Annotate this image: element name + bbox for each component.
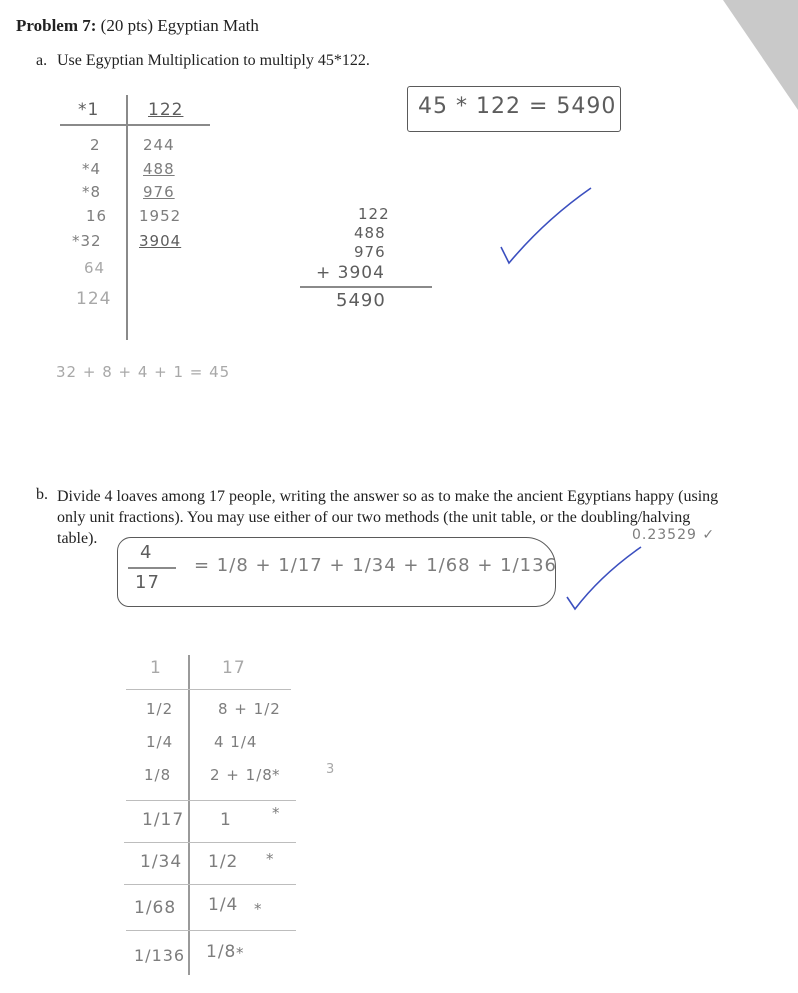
table-b-row-right: 4 1/4	[214, 733, 258, 751]
table-a-header-right: 122	[148, 100, 184, 120]
table-b-rule	[126, 689, 291, 690]
part-b-decimal-check: 0.23529 ✓	[632, 527, 716, 543]
table-b-rule	[126, 800, 296, 801]
table-b-row-right: 1	[220, 810, 232, 830]
table-b-row-mark: *	[272, 804, 281, 822]
sum-rule	[300, 286, 432, 288]
table-a-row-left: 16	[86, 207, 108, 225]
sum-line: 122	[358, 205, 390, 223]
table-b-row-right: 2 + 1/8	[210, 766, 273, 784]
part-b-prompt-line: table).	[57, 530, 98, 547]
part-b-prompt-line: only unit fractions). You may use either of our two methods (the unit table, or the doubling/halving	[57, 509, 691, 526]
table-b-row-left: 1/17	[142, 810, 185, 830]
table-a-row-left: 124	[76, 289, 112, 309]
table-a-row-right: 488	[143, 160, 175, 178]
table-b-row-left: 1/2	[146, 700, 174, 718]
table-b-row-right: 1/8	[206, 942, 237, 962]
table-b-divider-vertical	[188, 655, 190, 975]
part-a-decomposition: 32 + 8 + 4 + 1 = 45	[56, 363, 231, 381]
table-a-row-right: 1952	[139, 207, 182, 225]
page-corner-fold	[723, 0, 798, 110]
part-b-label: b.	[36, 486, 48, 503]
table-b-row-right: 1/4	[208, 895, 239, 915]
table-a-row-left: 2	[90, 136, 101, 154]
table-a-row-right: 976	[143, 183, 175, 201]
part-a-check-icon	[495, 185, 595, 270]
table-b-row-mark: *	[254, 900, 263, 918]
table-a-row-left: *8	[82, 183, 102, 201]
table-b-row-right: 1/2	[208, 852, 239, 872]
table-b-row-left: 1/34	[140, 852, 183, 872]
sum-line: 488	[354, 224, 386, 242]
answer-fraction-sum: = 1/8 + 1/17 + 1/34 + 1/68 + 1/136	[194, 555, 558, 576]
table-b-row-mark: *	[272, 766, 281, 784]
problem-header	[16, 16, 259, 36]
table-a-divider-vertical	[126, 95, 128, 340]
table-b-row-mark: *	[236, 944, 245, 962]
answer-fraction-bar	[128, 567, 176, 569]
sum-line: 976	[354, 243, 386, 261]
table-b-row-left: 1/8	[144, 766, 172, 784]
part-b-check-icon	[563, 545, 643, 615]
table-b-row-left: 1/68	[134, 898, 177, 918]
table-a-row-left: *4	[82, 160, 102, 178]
table-a-row-left: 64	[84, 259, 106, 277]
answer-denominator: 17	[135, 572, 160, 593]
table-b-row-left: 1/4	[146, 733, 174, 751]
table-b-rule	[126, 930, 296, 931]
problem-label: Problem 7:	[16, 16, 97, 35]
table-a-row-right: 3904	[139, 232, 182, 250]
part-b-prompt-line: Divide 4 loaves among 17 people, writing the answer so as to make the ancient Egyptians happy (using	[57, 488, 719, 505]
table-b-rule	[124, 842, 296, 843]
part-a-label: a.	[36, 52, 48, 69]
sum-total: 5490	[336, 290, 386, 311]
table-b-rule	[124, 884, 296, 885]
table-a-row-right: 244	[143, 136, 175, 154]
table-b-row-right: 8 + 1/2	[218, 700, 281, 718]
table-b-header-left: 1	[150, 658, 162, 678]
table-a-divider-horizontal	[60, 124, 210, 126]
part-a-prompt: Use Egyptian Multiplication to multiply 45*122.	[57, 52, 370, 69]
table-b-row-mark: *	[266, 850, 275, 868]
table-b-row-left: 1/136	[134, 946, 186, 965]
sum-line: + 3904	[316, 263, 385, 283]
table-a-row-left: *32	[72, 232, 102, 250]
problem-title: (20 pts) Egyptian Math	[100, 16, 259, 35]
table-a-header-left: *1	[78, 100, 100, 120]
part-a-answer: 45 * 122 = 5490	[418, 94, 617, 119]
table-b-side-note: 3	[326, 762, 336, 777]
table-b-header-right: 17	[222, 658, 246, 678]
answer-numerator: 4	[140, 542, 153, 563]
